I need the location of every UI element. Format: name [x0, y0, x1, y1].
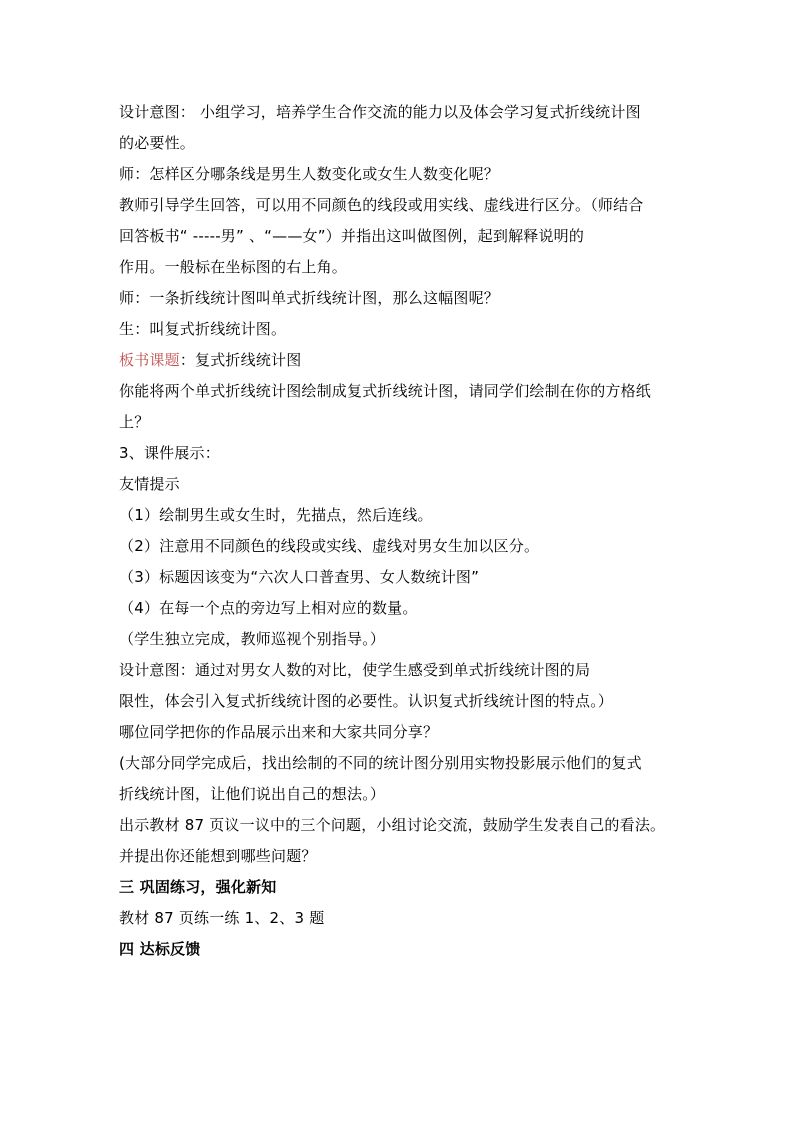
tips-heading: 友情提示: [119, 475, 180, 493]
drawing-task-line-1: 你能将两个单式折线统计图绘制成复式折线统计图，请同学们绘制在你的方格纸: [119, 382, 652, 400]
board-title-text: ：复式折线统计图: [179, 351, 302, 369]
exercise-line: 教材 87 页练一练 1、2、3 题: [119, 909, 325, 927]
projection-line-2: 折线统计图，让他们说出自己的想法。）: [119, 785, 386, 803]
teacher-question-line: 师：怎样区分哪条线是男生人数变化或女生人数变化呢？: [119, 165, 500, 183]
section-four-heading: 四 达标反馈: [119, 940, 201, 958]
drawing-task-line-2: 上？: [119, 413, 150, 431]
board-title-line: [119, 345, 689, 376]
design-intent-line-2: 的必要性。: [119, 134, 196, 152]
projection-line-1: (大部分同学完成后，找出绘制的不同的统计图分别用实物投影展示他们的复式: [119, 754, 642, 772]
student-answer-line: 生：叫复式折线统计图。: [119, 320, 287, 338]
design-intent-2-line-2: 限性，体会引入复式折线统计图的必要性。认识复式折线统计图的特点。）: [119, 692, 614, 710]
tip-item-3: （3）标题因该变为“六次人口普查男、女人数统计图”: [119, 568, 480, 586]
design-intent-line-1: 设计意图： 小组学习，培养学生合作交流的能力以及体会学习复式折线统计图: [119, 103, 641, 121]
section-three-heading: 三 巩固练习，强化新知: [119, 878, 277, 896]
guidance-line-1: 教师引导学生回答，可以用不同颜色的线段或用实线、虚线进行区分。（师结合: [119, 196, 644, 214]
guidance-line-3: 作用。一般标在坐标图的右上角。: [119, 258, 348, 276]
tip-item-4: （4）在每一个点的旁边写上相对应的数量。: [119, 599, 418, 617]
tip-item-2: （2）注意用不同颜色的线段或实线、虚线对男女生加以区分。: [119, 537, 540, 555]
independent-work-note: （学生独立完成，教师巡视个别指导。）: [119, 630, 386, 648]
guidance-line-2: 回答板书“ -----男” 、“——女”）并指出这叫做图例，起到解释说明的: [119, 227, 585, 245]
teacher-question-2-line: 师：一条折线统计图叫单式折线统计图，那么这幅图呢？: [119, 289, 500, 307]
document-body: [119, 97, 689, 965]
textbook-discussion-line-1: 出示教材 87 页议一议中的三个问题，小组讨论交流，鼓励学生发表自己的看法。: [119, 816, 666, 834]
textbook-discussion-line-2: 并提出你还能想到哪些问题？: [119, 847, 317, 865]
tip-item-1: （1）绘制男生或女生时，先描点，然后连线。: [119, 506, 433, 524]
share-question-line: 哪位同学把你的作品展示出来和大家共同分享？: [119, 723, 439, 741]
courseware-heading: 3、课件展示：: [119, 444, 220, 462]
design-intent-2-line-1: 设计意图：通过对男女人数的对比，使学生感受到单式折线统计图的局: [119, 661, 591, 679]
board-title-label: 板书课题: [119, 351, 180, 369]
